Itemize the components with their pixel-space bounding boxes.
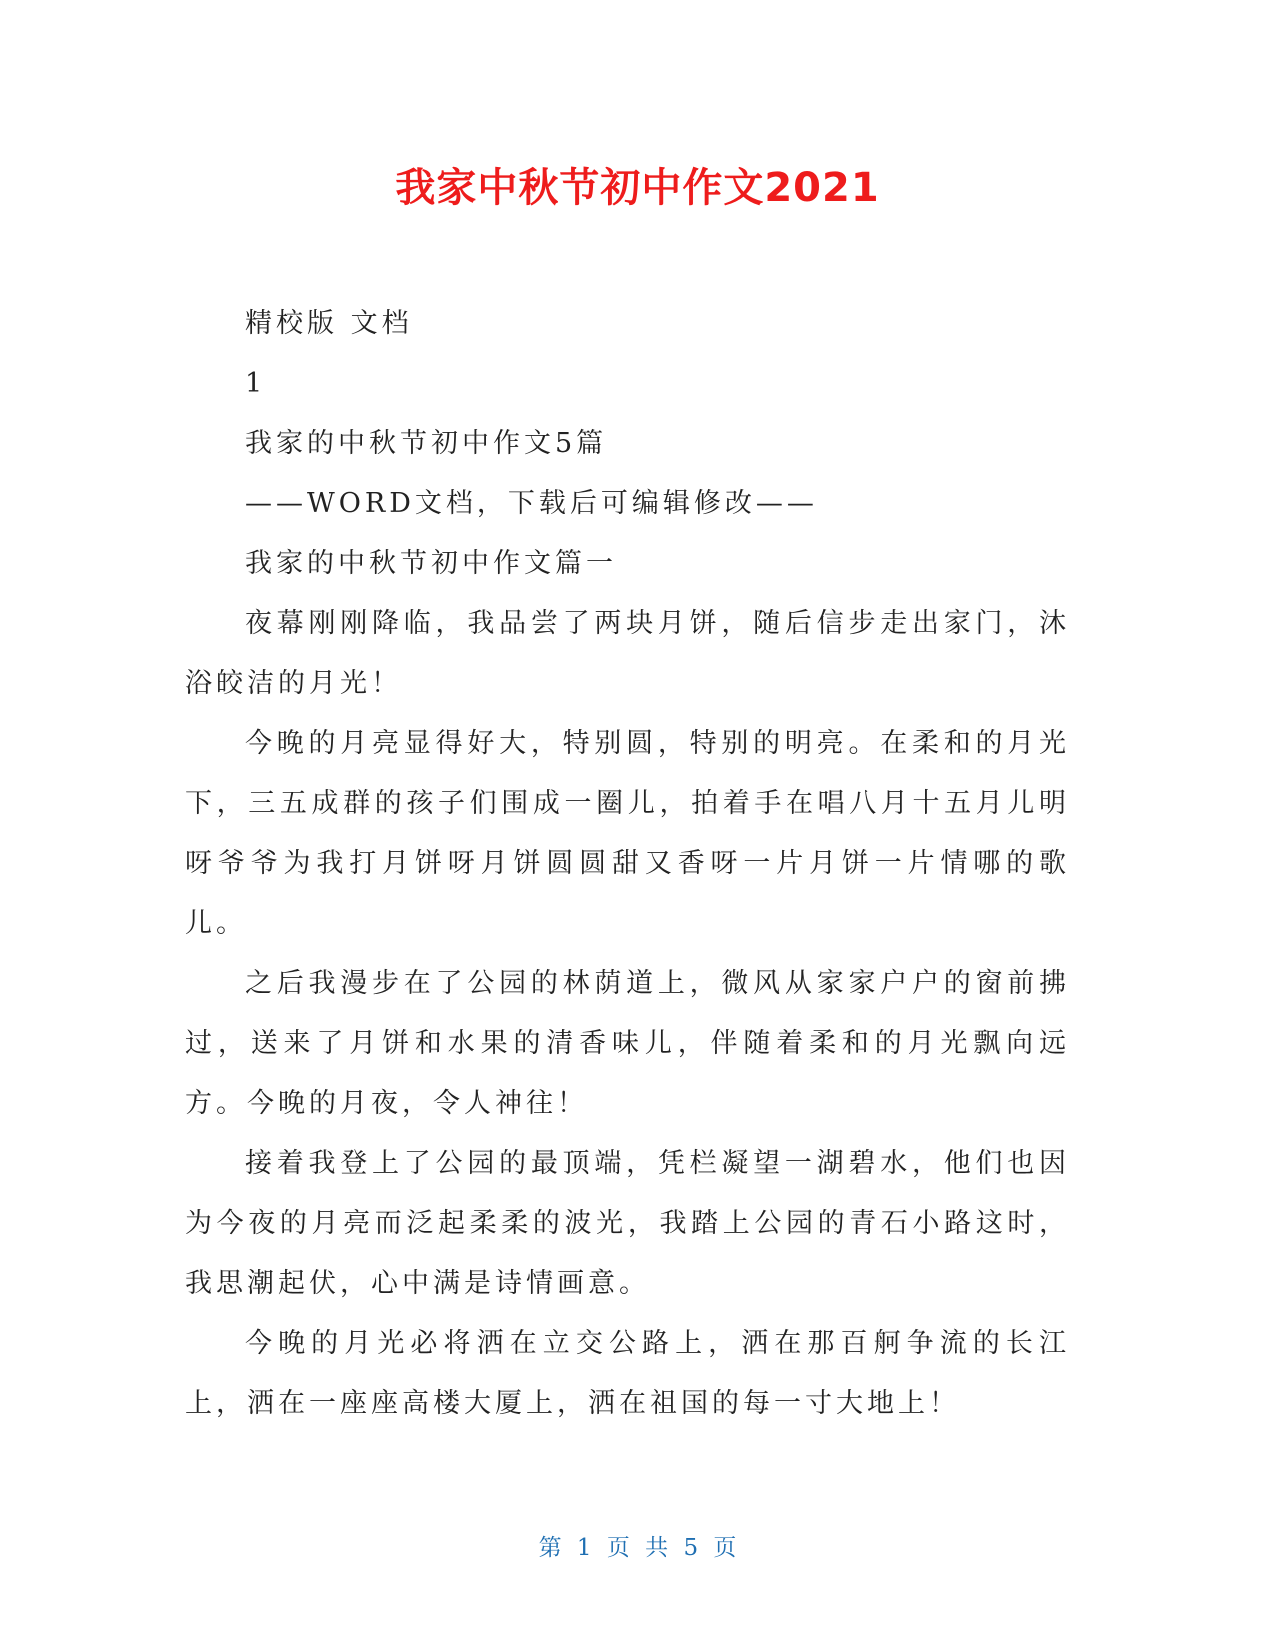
document-title: 我家中秋节初中作文2021	[395, 165, 880, 211]
paragraph: 夜幕刚刚降临，我品尝了两块月饼，随后信步走出家门，沐浴皎洁的月光！	[185, 608, 1070, 699]
paragraph: ——WORD文档，下载后可编辑修改——	[245, 488, 818, 519]
paragraph: 我家的中秋节初中作文篇一	[245, 548, 617, 579]
paragraph: 今晚的月亮显得好大，特别圆，特别的明亮。在柔和的月光下，三五成群的孩子们围成一圈儿，拍着手在唱八月十五月儿明呀爷爷为我打月饼呀月饼圆圆甜又香呀一片月饼一片情哪的歌儿。	[185, 728, 1070, 939]
document-body	[185, 294, 1070, 1434]
paragraph: 1	[245, 368, 267, 399]
paragraph: 精校版 文档	[245, 308, 413, 339]
paragraph: 接着我登上了公园的最顶端，凭栏凝望一湖碧水，他们也因为今夜的月亮而泛起柔柔的波光，我踏上公园的青石小路这时，我思潮起伏，心中满是诗情画意。	[185, 1148, 1070, 1299]
page-number-footer: 第 1 页 共 5 页	[538, 1535, 737, 1561]
paragraph: 今晚的月光必将洒在立交公路上，洒在那百舸争流的长江上，洒在一座座高楼大厦上，洒在祖国的每一寸大地上！	[185, 1328, 1070, 1419]
paragraph: 我家的中秋节初中作文5篇	[245, 428, 608, 459]
paragraph: 之后我漫步在了公园的林荫道上，微风从家家户户的窗前拂过，送来了月饼和水果的清香味儿，伴随着柔和的月光飘向远方。今晚的月夜，令人神往！	[185, 968, 1070, 1119]
